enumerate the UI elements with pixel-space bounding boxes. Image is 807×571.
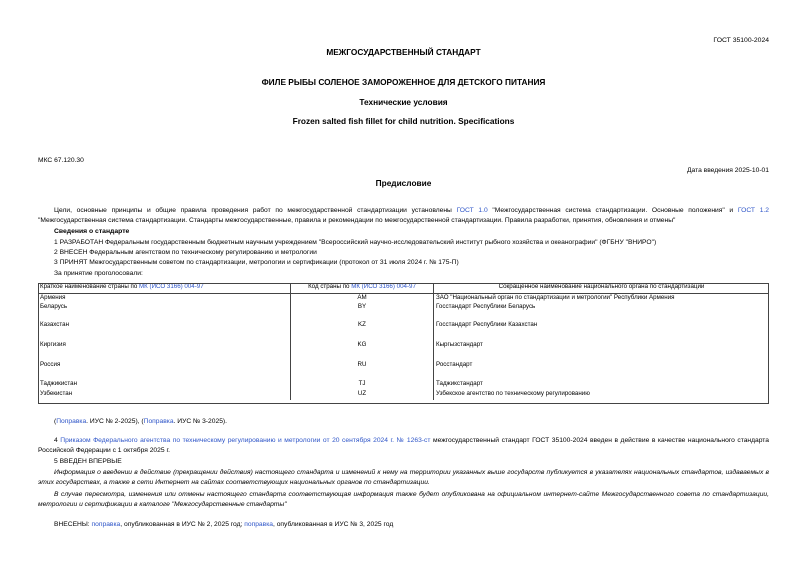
amendments-line: (Поправка. ИУС № 2-2025), (Поправка. ИУС № 3-2025). [54, 418, 227, 425]
code-cell: KG [291, 341, 434, 361]
country-cell: Узбекистан [38, 390, 291, 400]
order-link[interactable]: Приказом Федерального агентства по техническому регулированию и метрологии от 20 сентября 2024 г. № 1263-ст [60, 437, 431, 444]
table-row [38, 361, 769, 380]
revision-note: В случае пересмотра, изменения или отмены настоящего стандарта соответствующая информация также будет опубликована на официальном интернет-сайте Межгосударственного совета по стандартизации, метрологии и сертификации в каталоге "Межгосударственные стандарты" [38, 491, 769, 508]
gost-number: ГОСТ 35100-2024 [713, 37, 769, 44]
info-note: Информация о введении в действие (прекращении действия) настоящего стандарта и изменений к нему на территории указанных выше государств публикуется в указателях национальных стандартов, издаваемых в этих государствах, а также в сети Интернет на сайтах соответствующих национальных органов по стандартизации. [38, 469, 769, 486]
country-cell: Россия [38, 361, 291, 380]
column-header-body: Сокращенное наименование национального органа по стандартизации [434, 283, 770, 294]
body-cell: Таджикстандарт [436, 379, 483, 387]
body-cell: Росстандарт [436, 360, 473, 368]
item-5-introduced: 5 ВВЕДЕН ВПЕРВЫЕ [54, 458, 122, 465]
amendment-link[interactable]: поправка [91, 521, 121, 528]
table-row [38, 303, 769, 321]
item-3-adopted: 3 ПРИНЯТ Межгосударственным советом по стандартизации, метрологии и сертификации (протокол от 31 июля 2024 г. № 175-П) [54, 259, 459, 266]
info-heading: Сведения о стандарте [54, 228, 130, 235]
country-cell: Киргизия [38, 341, 291, 361]
body-cell: ЗАО "Национальный орган по стандартизации и метрологии" Республики Армения [436, 294, 675, 301]
table-row [38, 321, 769, 341]
table-row [38, 341, 769, 361]
amendment-link[interactable]: Поправка [143, 418, 174, 425]
code-cell: RU [291, 361, 434, 380]
code-cell: BY [291, 303, 434, 321]
amendments-footer: ВНЕСЕНЫ: поправка, опубликованная в ИУС № 2, 2025 год; поправка, опубликованная в ИУС № 3, 2025 год [54, 521, 394, 528]
mk-iso-link[interactable]: МК (ИСО 3166) 004-97 [351, 283, 416, 290]
preface-text-a: Цели, основные принципы и общие правила проведения работ по межгосударственной стандартизации установлены [54, 207, 457, 214]
code-cell: KZ [291, 321, 434, 341]
body-cell: Кыргызстандарт [436, 340, 483, 348]
amendment-link[interactable]: Поправка [56, 418, 87, 425]
amendment-link[interactable]: поправка [244, 521, 273, 528]
mk-iso-link[interactable]: МК (ИСО 3166) 004-97 [139, 283, 204, 290]
introduction-date: Дата введения 2025-10-01 [686, 167, 769, 174]
gost-1-2-link[interactable]: ГОСТ 1.2 [737, 207, 770, 214]
countries-table [38, 283, 769, 400]
column-header-country: Краткое наименование страны по МК (ИСО 3166) 004-97 [38, 283, 291, 294]
code-cell: AM [291, 294, 434, 303]
item-2-submitted: 2 ВНЕСЕН Федеральным агентством по техническому регулированию и метрологии [54, 249, 317, 256]
item-4-order: 4 Приказом Федерального агентства по техническому регулированию и метрологии от 20 сентября 2024 г. № 1263-ст межгосударственный стандарт ГОСТ 35100-2024 введен в действие в качестве национального стандарта Российской Федерации с 1 октября 2025 г. [38, 437, 770, 454]
document-subtitle: Технические условия [359, 97, 448, 107]
body-cell: Госстандарт Республики Беларусь [436, 302, 536, 310]
country-cell: Армения [38, 294, 291, 303]
body-cell: Узбекское агентство по техническому регулированию [436, 389, 590, 397]
table-row [38, 380, 769, 390]
country-cell: Беларусь [38, 303, 291, 321]
code-cell: UZ [291, 390, 434, 400]
document-title: ФИЛЕ РЫБЫ СОЛЕНОЕ ЗАМОРОЖЕННОЕ ДЛЯ ДЕТСКОГО ПИТАНИЯ [261, 77, 546, 87]
table-row [38, 390, 769, 400]
item-1-developed: 1 РАЗРАБОТАН Федеральным государственным бюджетным научным учреждением "Всероссийский научно-исследовательский институт рыбного хозяйства и океанографии" (ФГБНУ "ВНИРО") [54, 239, 657, 246]
country-cell: Казахстан [38, 321, 291, 341]
body-cell: Госстандарт Республики Казахстан [436, 320, 538, 328]
gost-1-0-link[interactable]: ГОСТ 1.0 [456, 207, 488, 214]
preface-text-c: "Межгосударственная система стандартизации. Стандарты межгосударственные, правила и рекомендации по межгосударственной стандартизации. Правила разработки, принятия, обновления и отмены" [38, 217, 676, 224]
voted-label: За принятие проголосовали: [54, 270, 143, 277]
mks-code: МКС 67.120.30 [38, 157, 84, 164]
table-row [38, 294, 769, 303]
standard-type: МЕЖГОСУДАРСТВЕННЫЙ СТАНДАРТ [326, 47, 481, 57]
preface-heading: Предисловие [375, 178, 432, 188]
column-header-code: Код страны по МК (ИСО 3166) 004-97 [291, 283, 434, 294]
preface-text-b: "Межгосударственная система стандартизации. Основные положения" и [487, 207, 738, 214]
document-title-english: Frozen salted fish fillet for child nutrition. Specifications [292, 116, 515, 126]
preface-paragraph [38, 206, 769, 226]
country-cell: Таджикистан [38, 380, 291, 390]
code-cell: TJ [291, 380, 434, 390]
